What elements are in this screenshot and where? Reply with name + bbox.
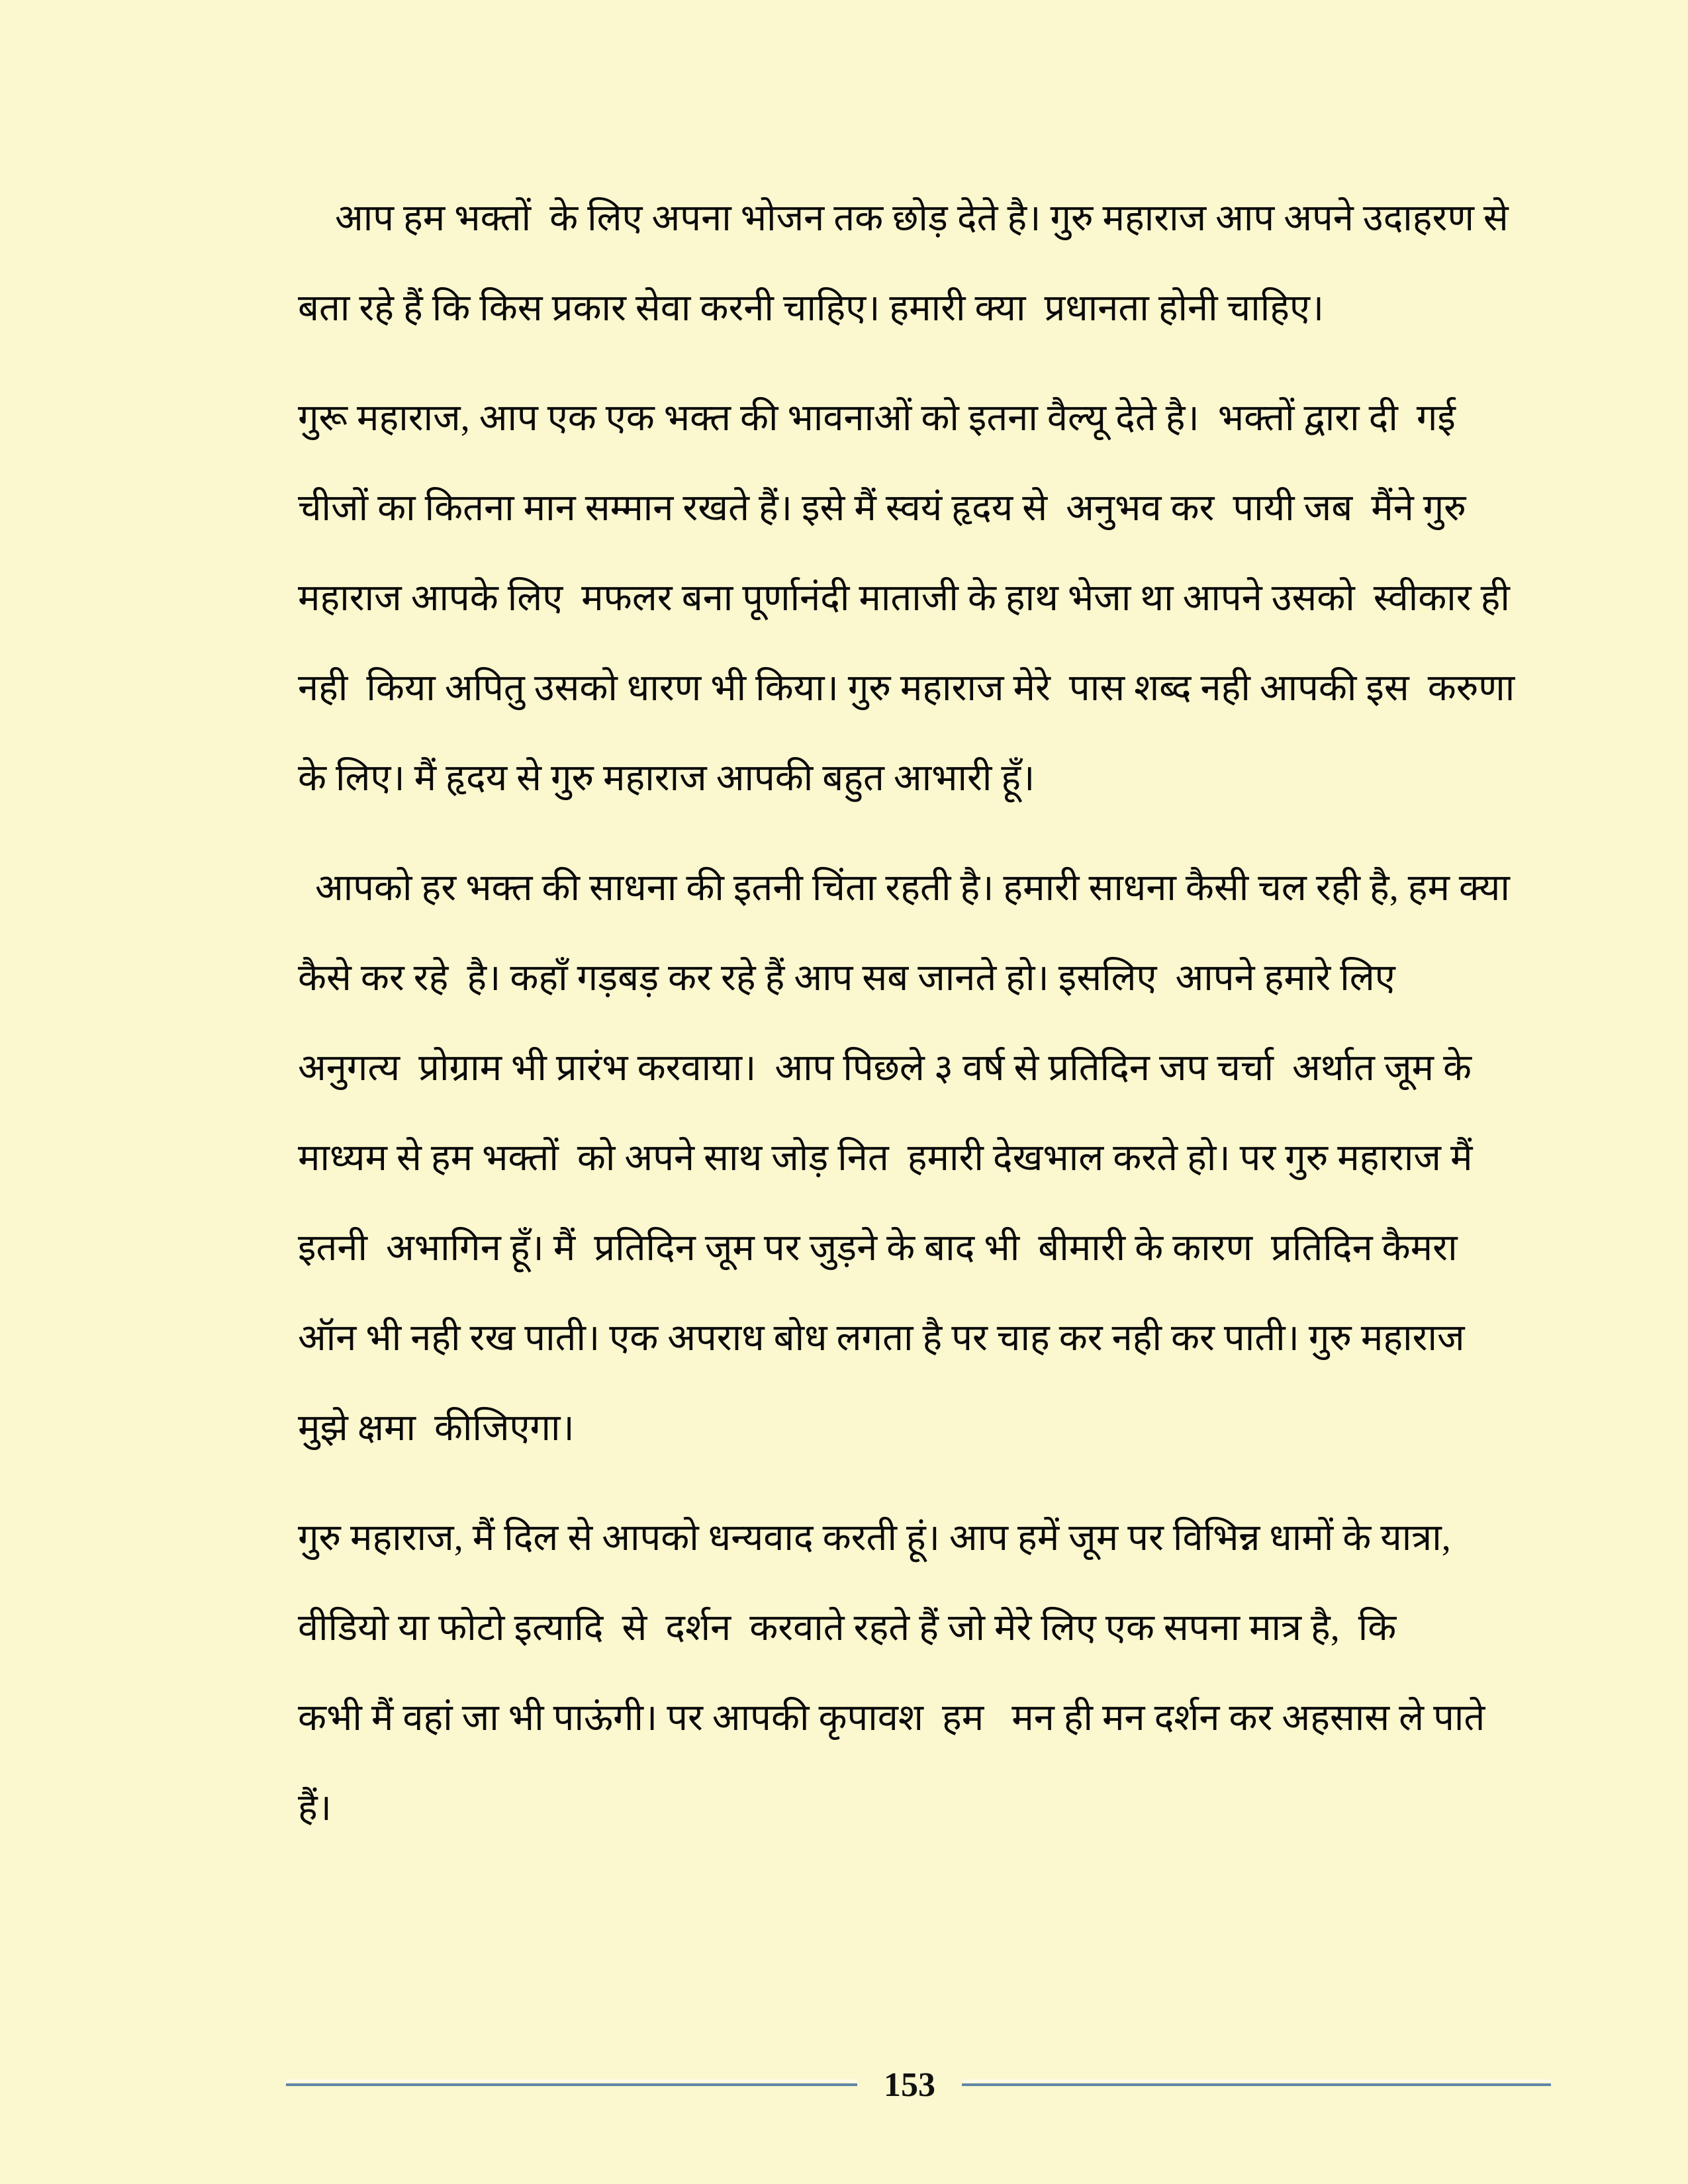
text-line: कभी मैं वहां जा भी पाऊंगी। पर आपकी कृपावश हम मन ही मन दर्शन कर अहसास ले पाते bbox=[298, 1698, 1485, 1739]
footer-rule-left bbox=[286, 2083, 857, 2086]
paragraph-2 bbox=[298, 373, 1515, 823]
text-line: आप हम भक्तों के लिए अपना भोजन तक छोड़ देते है। गुरु महाराज आप अपने उदाहरण से bbox=[335, 198, 1509, 239]
text-line: गुरु महाराज, मैं दिल से आपको धन्यवाद करती हूं। आप हमें जूम पर विभिन्न धामों के यात्रा, bbox=[298, 1518, 1451, 1559]
text-line: मुझे क्षमा कीजिएगा। bbox=[298, 1408, 575, 1449]
text-line: गुरू महाराज, आप एक एक भक्त की भावनाओं को इतना वैल्यू देते है। भक्तों द्वारा दी गई bbox=[298, 398, 1456, 439]
text-line: माध्यम से हम भक्तों को अपने साथ जोड़ नित हमारी देखभाल करते हो। पर गुरु महाराज मैं bbox=[298, 1138, 1473, 1179]
text-line: इतनी अभागिन हूँ। मैं प्रतिदिन जूम पर जुड़ने के बाद भी बीमारी के कारण प्रतिदिन कैमरा bbox=[298, 1228, 1458, 1269]
paragraph-4 bbox=[298, 1493, 1485, 1853]
text-line: चीजों का कितना मान सम्मान रखते हैं। इसे मैं स्वयं हृदय से अनुभव कर पायी जब मैंने गुरु bbox=[298, 488, 1466, 529]
paragraph-3 bbox=[298, 843, 1510, 1473]
text-line: के लिए। मैं हृदय से गुरु महाराज आपकी बहुत आभारी हूँ। bbox=[298, 758, 1035, 799]
footer-rule-right bbox=[962, 2083, 1551, 2086]
text-content bbox=[298, 173, 1515, 1873]
text-line: बता रहे हैं कि किस प्रकार सेवा करनी चाहिए। हमारी क्या प्रधानता होनी चाहिए। bbox=[298, 288, 1325, 329]
text-line: वीडियो या फोटो इत्यादि से दर्शन करवाते रहते हैं जो मेरे लिए एक सपना मात्र है, कि bbox=[298, 1608, 1397, 1649]
text-line: हैं। bbox=[298, 1788, 332, 1829]
text-line: ऑन भी नही रख पाती। एक अपराध बोध लगता है पर चाह कर नही कर पाती। गुरु महाराज bbox=[298, 1318, 1465, 1359]
text-line: आपको हर भक्त की साधना की इतनी चिंता रहती है। हमारी साधना कैसी चल रही है, हम क्या bbox=[315, 868, 1510, 909]
paragraph-1 bbox=[298, 173, 1509, 353]
text-line: महाराज आपके लिए मफलर बना पूर्णानंदी माताजी के हाथ भेजा था आपने उसको स्वीकार ही bbox=[298, 578, 1510, 619]
page-number: 153 bbox=[884, 2066, 935, 2104]
text-line: अनुगत्य प्रोग्राम भी प्रारंभ करवाया। आप पिछले ३ वर्ष से प्रतिदिन जप चर्चा अर्थात जूम के bbox=[298, 1048, 1472, 1089]
page-footer bbox=[286, 2065, 1551, 2105]
text-line: नही किया अपितु उसको धारण भी किया। गुरु महाराज मेरे पास शब्द नही आपकी इस करुणा bbox=[298, 668, 1515, 709]
text-line: कैसे कर रहे है। कहाँ गड़बड़ कर रहे हैं आप सब जानते हो। इसलिए आपने हमारे लिए bbox=[298, 958, 1395, 999]
